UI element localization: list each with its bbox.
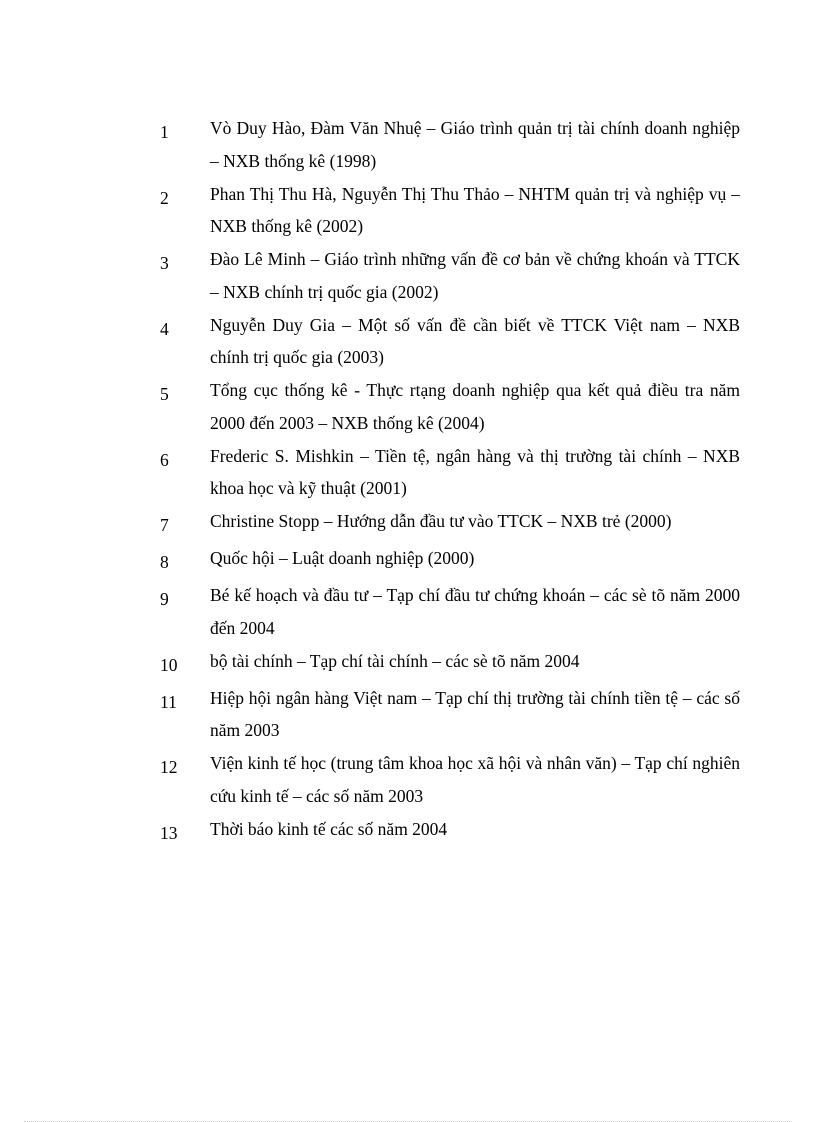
reference-text: Frederic S. Mishkin – Tiền tệ, ngân hàng và thị trường tài chính – NXB khoa học và kỹ thuật (2001) — [210, 445, 740, 498]
reference-item — [150, 178, 740, 243]
reference-item — [150, 243, 740, 308]
reference-number: 8 — [160, 552, 169, 572]
reference-text: Bé kế hoạch và đầu tư – Tạp chí đầu tư chứng khoán – các sè tõ năm 2000 đến 2004 — [210, 585, 740, 638]
reference-list — [150, 112, 740, 850]
reference-item — [150, 505, 740, 542]
reference-item — [150, 112, 740, 177]
reference-number: 9 — [160, 589, 169, 609]
reference-text: Phan Thị Thu Hà, Nguyễn Thị Thu Thảo – NHTM quản trị và nghiệp vụ – NXB thống kê (2002) — [210, 183, 740, 236]
reference-item — [150, 682, 740, 747]
reference-number: 13 — [160, 822, 178, 843]
reference-number: 12 — [160, 757, 178, 777]
reference-text: bộ tài chính – Tạp chí tài chính – các sè tõ năm 2004 — [210, 650, 580, 671]
reference-item — [150, 440, 740, 505]
reference-number: 6 — [160, 449, 169, 470]
reference-item — [150, 813, 740, 850]
reference-item — [150, 309, 740, 374]
reference-text: Christine Stopp – Hướng dẫn đầu tư vào TTCK – NXB trẻ (2000) — [210, 511, 672, 531]
reference-text: Nguyễn Duy Gia – Một số vấn đề cần biết về TTCK Việt nam – NXB chính trị quốc gia (2003) — [210, 314, 740, 367]
reference-number: 7 — [160, 515, 169, 535]
reference-number: 1 — [160, 122, 169, 142]
reference-text: Thời báo kinh tế các số năm 2004 — [210, 818, 448, 839]
reference-item — [150, 645, 740, 682]
reference-number: 3 — [160, 253, 169, 273]
reference-text: Viện kinh tế học (trung tâm khoa học xã hội và nhân văn) – Tạp chí nghiên cứu kinh tế – các số năm 2003 — [210, 753, 740, 806]
page-bottom-divider — [24, 1121, 792, 1122]
reference-text: Vò Duy Hào, Đàm Văn Nhuệ – Giáo trình quản trị tài chính doanh nghiệp – NXB thống kê (1998) — [210, 118, 740, 171]
reference-item — [150, 374, 740, 439]
reference-item — [150, 542, 740, 579]
reference-number: 4 — [160, 318, 169, 339]
reference-number: 10 — [160, 654, 178, 675]
reference-text: Đào Lê Minh – Giáo trình những vấn đề cơ bản về chứng khoán và TTCK – NXB chính trị quốc gia (2002) — [210, 249, 740, 302]
reference-text: Hiệp hội ngân hàng Việt nam – Tạp chí thị trường tài chính tiền tệ – các số năm 2003 — [210, 687, 740, 740]
reference-text: Tổng cục thống kê - Thực rtạng doanh nghiệp qua kết quả điều tra năm 2000 đến 2003 – NXB thống kê (2004) — [210, 380, 740, 433]
reference-number: 2 — [160, 187, 169, 208]
reference-text: Quốc hội – Luật doanh nghiệp (2000) — [210, 548, 475, 568]
reference-number: 11 — [160, 691, 177, 712]
reference-item — [150, 579, 740, 644]
reference-number: 5 — [160, 384, 169, 404]
reference-item — [150, 747, 740, 812]
